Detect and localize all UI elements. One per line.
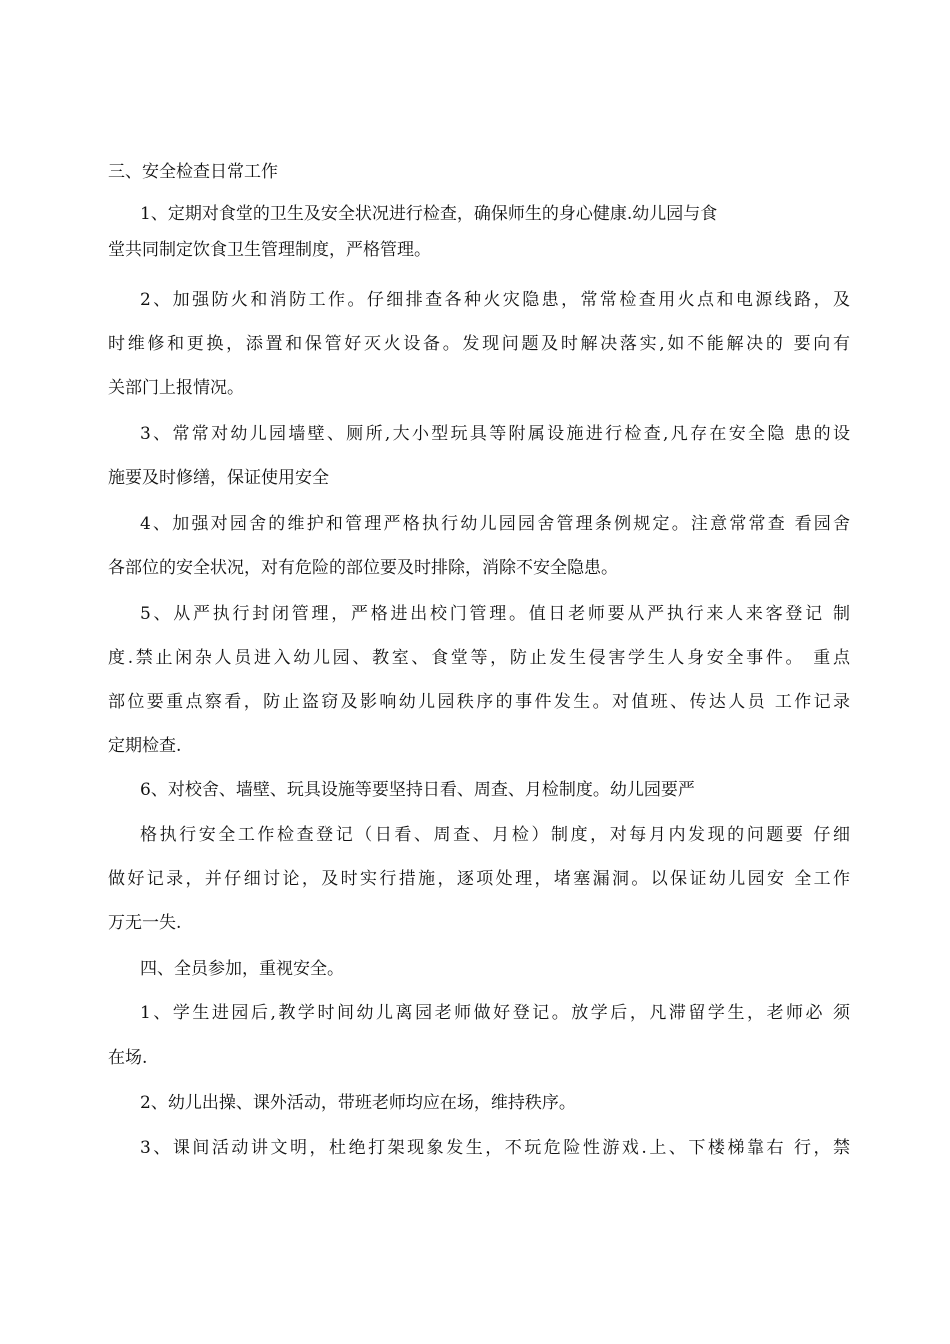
paragraph-line: 5、从严执行封闭管理，严格进出校门管理。值日老师要从严执行来人来客登记 制: [140, 604, 850, 624]
paragraph-line: 格执行安全工作检查登记（日看、周查、月检）制度，对每月内发现的问题要 仔细: [140, 825, 850, 845]
paragraph-line: 1、定期对食堂的卫生及安全状况进行检查，确保师生的身心健康.幼儿园与食: [140, 204, 718, 224]
paragraph-line: 堂共同制定饮食卫生管理制度，严格管理。: [108, 240, 431, 260]
paragraph-line: 2、加强防火和消防工作。仔细排查各种火灾隐患，常常检查用火点和电源线路，及: [140, 290, 850, 310]
section-heading-3: 三、安全检查日常工作: [108, 162, 278, 182]
paragraph-line: 部位要重点察看，防止盗窃及影响幼儿园秩序的事件发生。对值班、传达人员 工作记录: [108, 692, 850, 712]
paragraph-line: 4、加强对园舍的维护和管理严格执行幼儿园园舍管理条例规定。注意常常查 看园舍: [140, 514, 850, 534]
paragraph-line: 度.禁止闲杂人员进入幼儿园、教室、食堂等，防止发生侵害学生人身安全事件。 重点: [108, 648, 850, 668]
paragraph-line: 关部门上报情况。: [108, 378, 244, 398]
paragraph-line: 6、对校舍、墙壁、玩具设施等要坚持日看、周查、月检制度。幼儿园要严: [140, 780, 695, 800]
paragraph-line: 在场.: [108, 1048, 148, 1068]
paragraph-line: 定期检查.: [108, 736, 182, 756]
paragraph-line: 3、课间活动讲文明，杜绝打架现象发生，不玩危险性游戏.上、下楼梯靠右 行，禁: [140, 1138, 850, 1158]
paragraph-line: 2、幼儿出操、课外活动，带班老师均应在场，维持秩序。: [140, 1093, 576, 1113]
paragraph-line: 3、常常对幼儿园墙壁、厕所,大小型玩具等附属设施进行检查,凡存在安全隐 患的设: [140, 424, 850, 444]
section-heading-4: 四、全员参加，重视安全。: [140, 959, 344, 979]
paragraph-line: 时维修和更换，添置和保管好灭火设备。发现问题及时解决落实,如不能解决的 要向有: [108, 334, 850, 354]
paragraph-line: 万无一失.: [108, 913, 182, 933]
paragraph-line: 做好记录，并仔细讨论，及时实行措施，逐项处理，堵塞漏洞。以保证幼儿园安 全工作: [108, 869, 850, 889]
paragraph-line: 施要及时修缮，保证使用安全: [108, 468, 329, 488]
paragraph-line: 1、学生进园后,教学时间幼儿离园老师做好登记。放学后，凡滞留学生，老师必 须: [140, 1003, 850, 1023]
paragraph-line: 各部位的安全状况，对有危险的部位要及时排除，消除不安全隐患。: [108, 558, 618, 578]
